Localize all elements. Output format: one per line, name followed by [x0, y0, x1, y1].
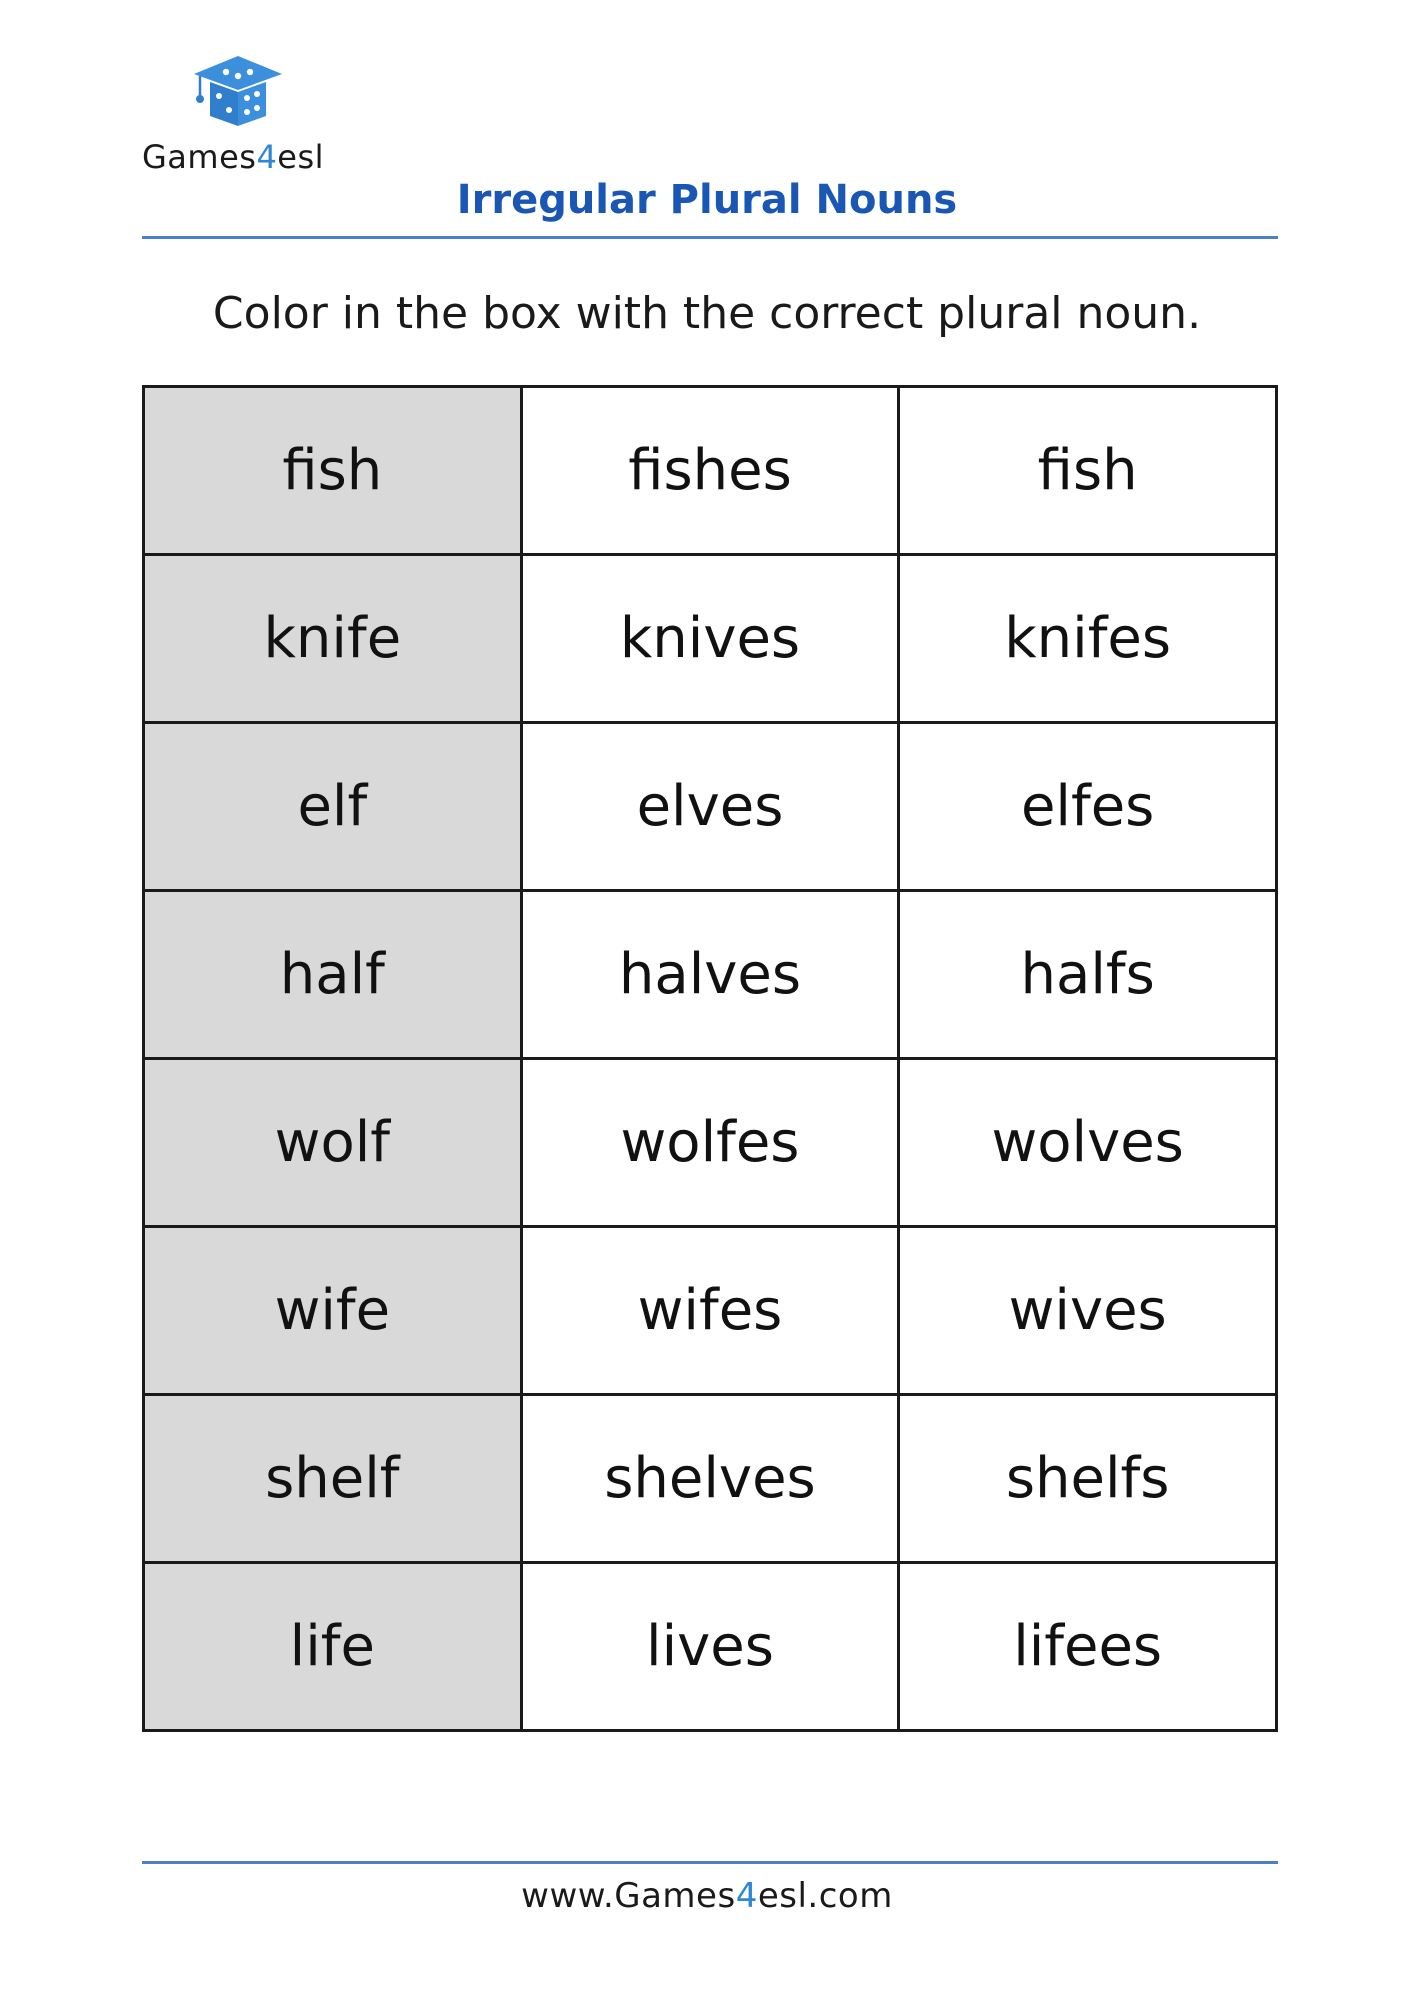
singular-noun-cell: elf [144, 723, 522, 891]
singular-noun-cell: fish [144, 387, 522, 555]
table-row [144, 1227, 1277, 1395]
table-row [144, 1563, 1277, 1731]
footer-divider [142, 1861, 1278, 1864]
plural-option-cell[interactable]: wolfes [521, 1059, 899, 1227]
plural-option-cell[interactable]: wolves [899, 1059, 1277, 1227]
plural-option-cell[interactable]: halfs [899, 891, 1277, 1059]
plural-option-cell[interactable]: fish [899, 387, 1277, 555]
plural-option-cell[interactable]: wifes [521, 1227, 899, 1395]
singular-noun-cell: half [144, 891, 522, 1059]
plural-option-cell[interactable]: lifees [899, 1563, 1277, 1731]
plural-option-cell[interactable]: halves [521, 891, 899, 1059]
table-row [144, 387, 1277, 555]
singular-noun-cell: life [144, 1563, 522, 1731]
instruction-text: Color in the box with the correct plural noun. [212, 288, 1202, 339]
graduation-cap-dice-icon [190, 52, 286, 132]
singular-noun-cell: knife [144, 555, 522, 723]
table-row [144, 1395, 1277, 1563]
table-row [144, 723, 1277, 891]
footer-url: www.Games4esl.com [521, 1876, 893, 1916]
singular-noun-cell: wife [144, 1227, 522, 1395]
plural-option-cell[interactable]: knives [521, 555, 899, 723]
plural-option-cell[interactable]: knifes [899, 555, 1277, 723]
plural-option-cell[interactable]: lives [521, 1563, 899, 1731]
page-title: Irregular Plural Nouns [456, 177, 958, 223]
logo [138, 52, 338, 182]
plural-option-cell[interactable]: shelfs [899, 1395, 1277, 1563]
plural-option-cell[interactable]: fishes [521, 387, 899, 555]
plural-noun-grid [142, 385, 1278, 1732]
table-row [144, 891, 1277, 1059]
singular-noun-cell: shelf [144, 1395, 522, 1563]
singular-noun-cell: wolf [144, 1059, 522, 1227]
plural-option-cell[interactable]: elfes [899, 723, 1277, 891]
plural-option-cell[interactable]: wives [899, 1227, 1277, 1395]
plural-option-cell[interactable]: elves [521, 723, 899, 891]
table-row [144, 555, 1277, 723]
plural-option-cell[interactable]: shelves [521, 1395, 899, 1563]
header-divider [142, 236, 1278, 239]
table-row [144, 1059, 1277, 1227]
logo-wordmark: Games4esl [142, 138, 325, 176]
